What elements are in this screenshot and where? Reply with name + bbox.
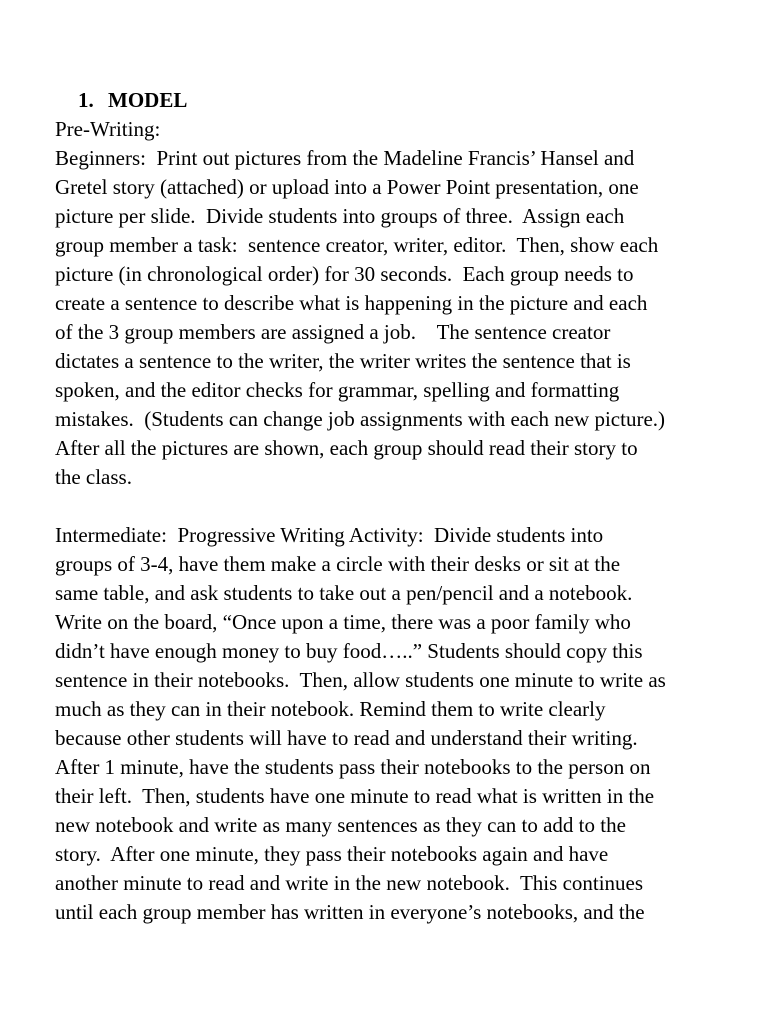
- section-number: 1.: [78, 88, 94, 112]
- text-line: dictates a sentence to the writer, the writer writes the sentence that is: [55, 349, 631, 373]
- text-line: same table, and ask students to take out a pen/pencil and a notebook.: [55, 581, 633, 605]
- paragraphs-container: [55, 144, 745, 927]
- document-body: [55, 86, 745, 927]
- text-line: their left. Then, students have one minute to read what is written in the: [55, 784, 655, 808]
- text-line: spoken, and the editor checks for grammar, spelling and formatting: [55, 378, 620, 402]
- text-line: mistakes. (Students can change job assignments with each new picture.): [55, 407, 666, 431]
- text-line: After 1 minute, have the students pass their notebooks to the person on: [55, 755, 651, 779]
- text-line: group member a task: sentence creator, writer, editor. Then, show each: [55, 233, 659, 257]
- text-line: another minute to read and write in the new notebook. This continues: [55, 871, 644, 895]
- text-line: much as they can in their notebook. Remind them to write clearly: [55, 697, 606, 721]
- text-line: didn’t have enough money to buy food…..” Students should copy this: [55, 639, 643, 663]
- text-line: story. After one minute, they pass their notebooks again and have: [55, 842, 609, 866]
- text-line: until each group member has written in everyone’s notebooks, and the: [55, 900, 645, 924]
- text-line: new notebook and write as many sentences as they can to add to the: [55, 813, 626, 837]
- text-line: create a sentence to describe what is happening in the picture and each: [55, 291, 648, 315]
- text-line: Intermediate: Progressive Writing Activity: Divide students into: [55, 523, 604, 547]
- section-subtitle: Pre-Writing:: [55, 117, 161, 141]
- text-line: picture per slide. Divide students into groups of three. Assign each: [55, 204, 625, 228]
- text-line: Beginners: Print out pictures from the Madeline Francis’ Hansel and: [55, 146, 635, 170]
- section-heading: [78, 86, 745, 115]
- text-line: picture (in chronological order) for 30 seconds. Each group needs to: [55, 262, 634, 286]
- text-line: Gretel story (attached) or upload into a Power Point presentation, one: [55, 175, 639, 199]
- text-line: of the 3 group members are assigned a job. The sentence creator: [55, 320, 611, 344]
- text-line: Write on the board, “Once upon a time, there was a poor family who: [55, 610, 631, 634]
- intermediate-paragraph: [55, 521, 745, 927]
- text-line: After all the pictures are shown, each group should read their story to: [55, 436, 638, 460]
- text-line: sentence in their notebooks. Then, allow students one minute to write as: [55, 668, 666, 692]
- text-line: the class.: [55, 465, 132, 489]
- paragraph-gap: [55, 492, 745, 521]
- text-line: groups of 3-4, have them make a circle with their desks or sit at the: [55, 552, 621, 576]
- text-line: because other students will have to read and understand their writing.: [55, 726, 638, 750]
- beginners-paragraph: [55, 144, 745, 492]
- section-title: MODEL: [108, 88, 188, 112]
